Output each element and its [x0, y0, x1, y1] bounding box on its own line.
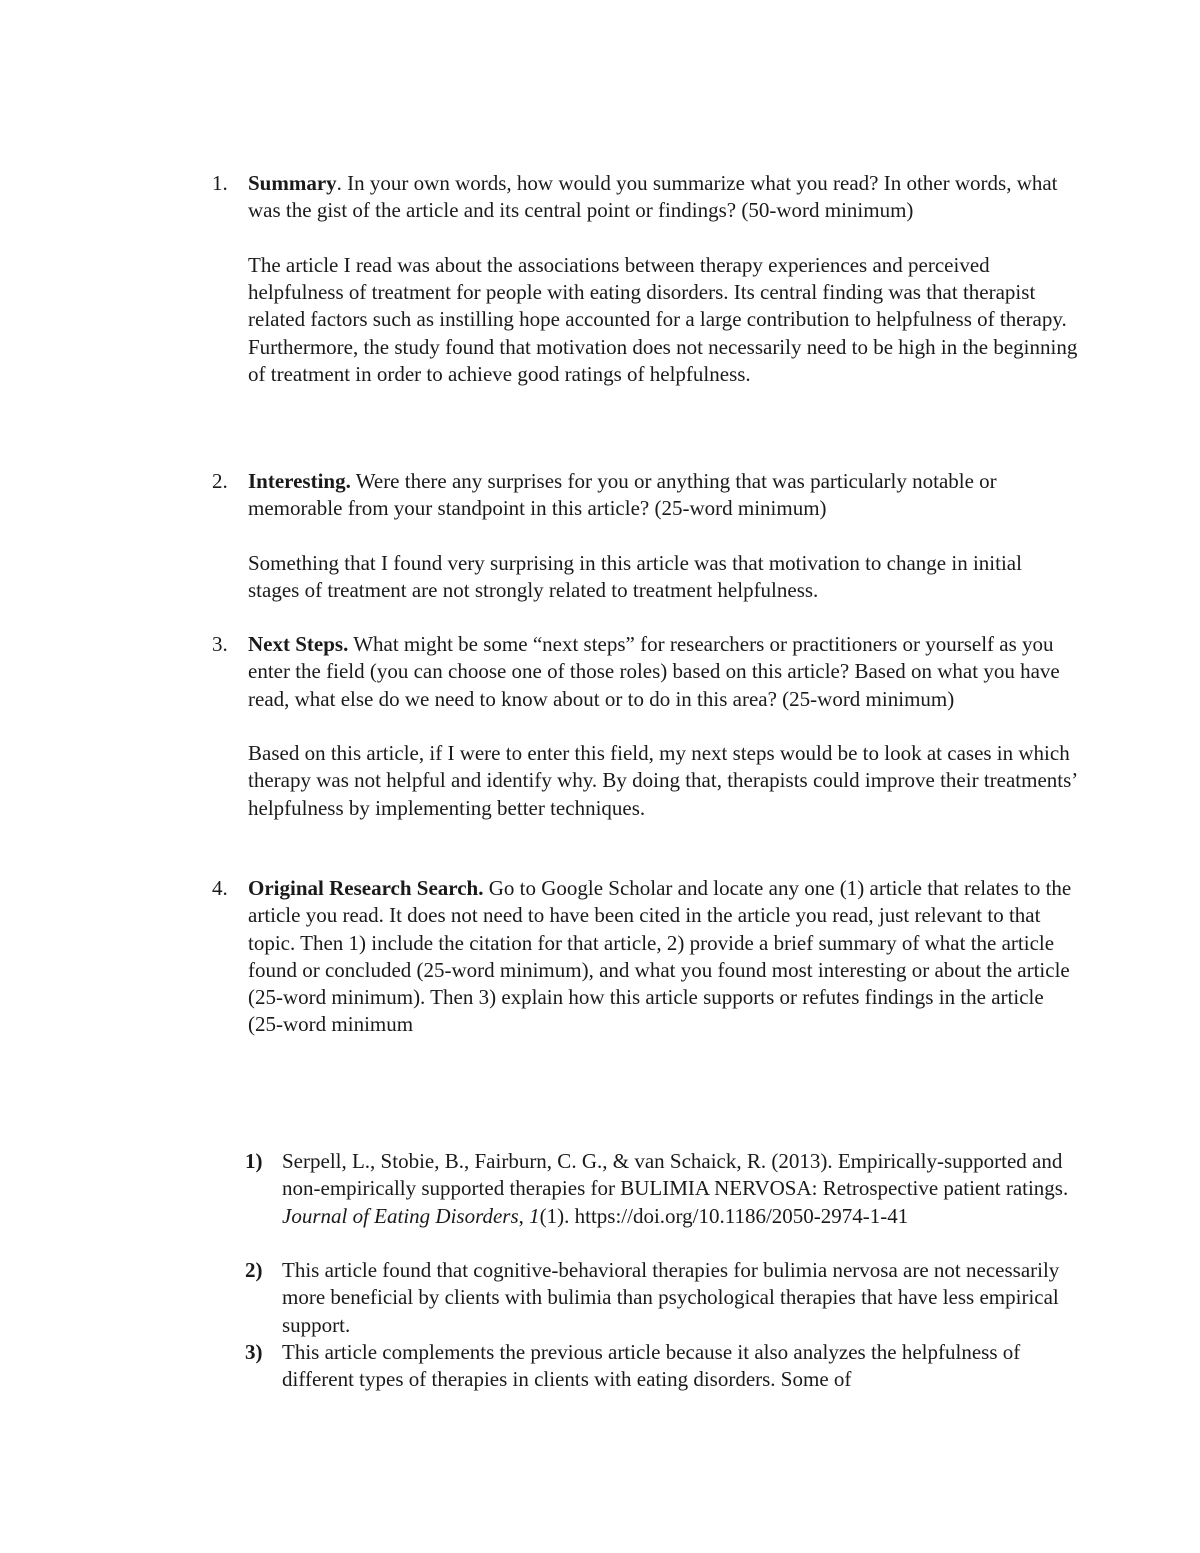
response-number: 2) — [245, 1258, 263, 1282]
question-text: . In your own words, how would you summarize what you read? In other words, what was the gist of the article and its central point or findings? (50-word minimum) — [248, 171, 1058, 223]
answer-text: Based on this article, if I were to enter this field, my next steps would be to look at cases in which therapy was not helpful and identify why. By doing that, therapists could improve their treatments’ helpfulness by implementing better techniques. — [248, 741, 1077, 820]
citation-journal: Journal of Eating Disorders — [282, 1203, 519, 1228]
response-number: 3) — [245, 1340, 263, 1364]
citation-authors-title: Serpell, L., Stobie, B., Fairburn, C. G., & van Schaick, R. (2013). Empirically-supported and non-empirically supported therapies for BULIMIA NERVOSA: Retrospective patient ratings. — [282, 1149, 1069, 1201]
response-text: This article found that cognitive-behavioral therapies for bulimia nervosa are not necessarily more beneficial by clients with bulimia than psychological therapies that have less empirical support. — [282, 1258, 1060, 1337]
question-text: Were there any surprises for you or anything that was particularly notable or memorable from your standpoint in this article? (25-word minimum) — [248, 469, 997, 521]
question-number: 1. — [212, 171, 228, 195]
question-3 — [212, 631, 1082, 822]
question-number: 4. — [212, 876, 228, 900]
question-number: 2. — [212, 469, 228, 493]
response-3 — [245, 1339, 1085, 1394]
response-text: This article complements the previous article because it also analyzes the helpfulness of different types of therapies in clients with eating disorders. Some of — [282, 1340, 1021, 1392]
question-2 — [212, 468, 1082, 604]
question-number: 3. — [212, 632, 228, 656]
question-prompt — [248, 875, 1078, 1039]
question-text: What might be some “next steps” for researchers or practitioners or yourself as you enter the field (you can choose one of those roles) based on this article? Based on what you have read, what else do we need to know about or to do in this area? (25-word minimum) — [248, 632, 1060, 711]
answer-text: The article I read was about the associations between therapy experiences and perceived helpfulness of treatment for people with eating disorders. Its central finding was that therapist related factors such as instilling hope accounted for a large contribution to helpfulness of therapy. Furthermore, the study found that motivation does not necessarily need to be high in the beginning of treatment in order to achieve good ratings of helpfulness. — [248, 252, 1078, 387]
question-4 — [212, 875, 1082, 1039]
question-prompt — [248, 631, 1078, 713]
question-heading: Next Steps. — [248, 632, 349, 656]
citation — [282, 1148, 1085, 1230]
question-text: Go to Google Scholar and locate any one (1) article that relates to the article you read. It does not need to have been cited in the article you read, just relevant to that topic. Then 1) include the citation for that article, 2) provide a brief summary of what the article found or concluded (25-word minimum), and what you found most interesting or about the article (25-word minimum). Then 3) explain how this article supports or refutes findings in the article (25-word minimum — [248, 876, 1072, 1037]
question-1 — [212, 170, 1082, 388]
question-heading: Interesting. — [248, 469, 351, 493]
question-prompt — [248, 468, 1078, 523]
question-heading: Summary — [248, 171, 337, 195]
answer-text: Something that I found very surprising in this article was that motivation to change in initial stages of treatment are not strongly related to treatment helpfulness. — [248, 550, 1022, 603]
response-2 — [245, 1257, 1085, 1339]
response-number: 1) — [245, 1149, 263, 1173]
citation-issue-doi: (1). https://doi.org/10.1186/2050-2974-1-41 — [539, 1203, 909, 1228]
citation-volume: 1 — [529, 1203, 540, 1228]
citation-separator: , — [518, 1203, 530, 1228]
question-prompt — [248, 170, 1078, 225]
question-heading: Original Research Search. — [248, 876, 484, 900]
response-1 — [245, 1148, 1085, 1230]
